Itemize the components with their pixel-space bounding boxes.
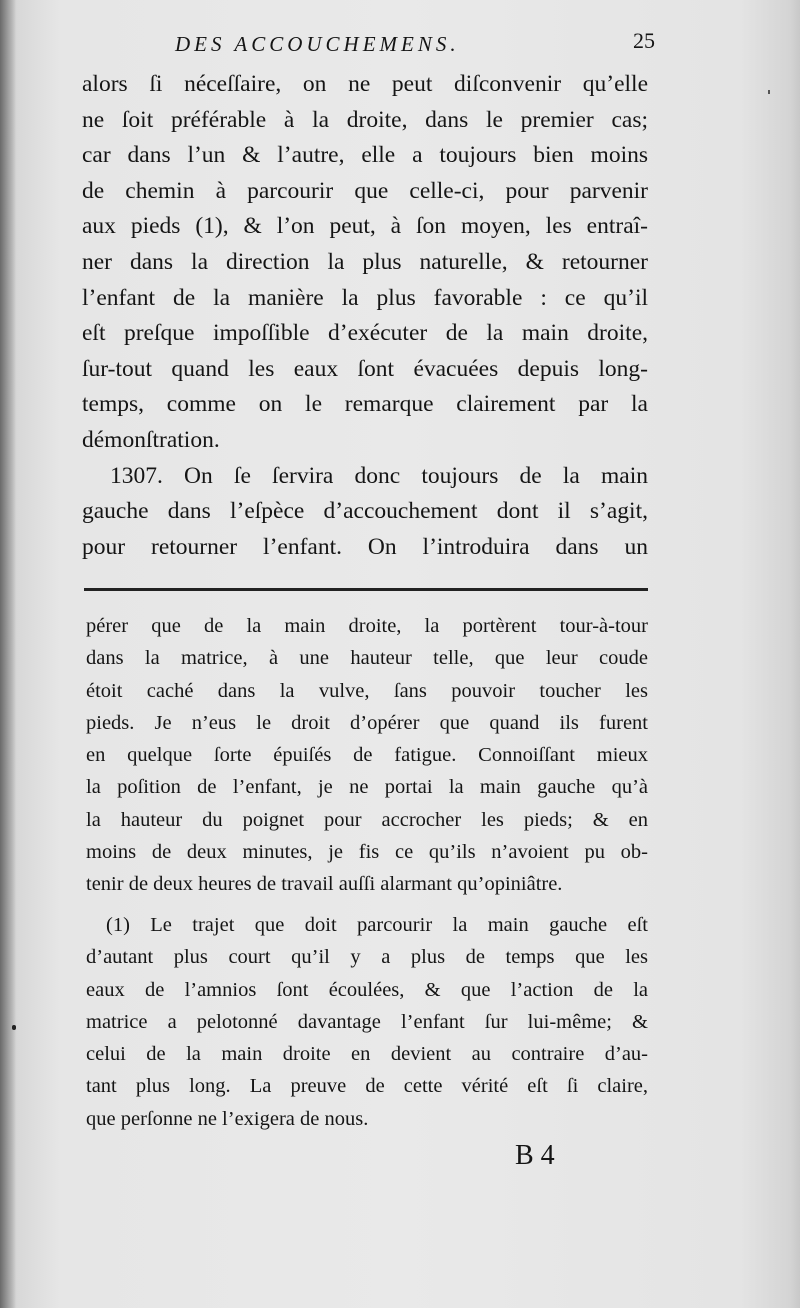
footnote bbox=[86, 909, 648, 1135]
note-line: pérer que de la main droite, la portèrent tour-à-tour bbox=[86, 615, 648, 637]
margin-dot bbox=[12, 1025, 16, 1030]
text-line: gauche dans l’eſpèce d’accouchement dont il s’agit, bbox=[82, 498, 648, 525]
footnote-line: (1) Le trajet que doit parcourir la main gauche eſt bbox=[106, 914, 648, 936]
text-line: démonſtration. bbox=[82, 426, 220, 453]
note-line: moins de deux minutes, je fis ce qu’ils n’avoient pu ob- bbox=[86, 841, 648, 864]
running-header bbox=[175, 28, 655, 58]
text-line: eſt preſque impoſſible d’exécuter de la main droite, bbox=[82, 320, 648, 347]
text-line: ſur-tout quand les eaux ſont évacuées depuis long- bbox=[82, 355, 648, 382]
footnote-line: eaux de l’amnios ſont écoulées, & que l’action de la bbox=[86, 978, 648, 1001]
main-text bbox=[82, 67, 648, 565]
footnote-line: celui de la main droite en devient au contraire d’au- bbox=[86, 1043, 648, 1066]
margin-speck bbox=[768, 90, 770, 94]
text-line: l’enfant de la manière la plus favorable : ce qu’il bbox=[82, 284, 648, 311]
text-line: car dans l’un & l’autre, elle a toujours bien moins bbox=[82, 142, 648, 169]
text-line: alors ſi néceſſaire, on ne peut diſconvenir qu’elle bbox=[82, 71, 648, 97]
footnote-line: matrice a pelotonné davantage l’enfant ſur lui-même; & bbox=[86, 1010, 648, 1033]
note-line: tenir de deux heures de travail auſſi alarmant qu’opiniâtre. bbox=[86, 873, 563, 896]
text-line: pour retourner l’enfant. On l’introduira dans un bbox=[82, 533, 648, 560]
footnote-line: que perſonne ne l’exigera de nous. bbox=[86, 1107, 369, 1130]
text-line: ner dans la direction la plus naturelle, & retourner bbox=[82, 248, 648, 275]
signature-mark: B 4 bbox=[515, 1140, 555, 1171]
note-line: la poſition de l’enfant, je ne portai la main gauche qu’à bbox=[86, 776, 648, 799]
note-line: la hauteur du poignet pour accrocher les pieds; & en bbox=[86, 808, 648, 831]
note-line: pieds. Je n’eus le droit d’opérer que quand ils furent bbox=[86, 711, 648, 734]
footnote-rule bbox=[84, 588, 648, 591]
text-line: 1307. On ſe ſervira donc toujours de la main bbox=[110, 462, 648, 489]
page-gutter-shadow bbox=[0, 0, 16, 1308]
text-line: ne ſoit préférable à la droite, dans le premier cas; bbox=[82, 106, 648, 133]
note-line: étoit caché dans la vulve, ſans pouvoir toucher les bbox=[86, 679, 648, 702]
footnote-line: tant plus long. La preuve de cette vérité eſt ſi claire, bbox=[86, 1075, 648, 1098]
page-number: 25 bbox=[633, 28, 655, 53]
text-line: de chemin à parcourir que celle-ci, pour parvenir bbox=[82, 177, 648, 204]
text-line: aux pieds (1), & l’on peut, à ſon moyen, les entraî- bbox=[82, 213, 648, 240]
running-title: DES ACCOUCHEMENS. bbox=[175, 32, 460, 56]
note-line: dans la matrice, à une hauteur telle, que leur coude bbox=[86, 647, 648, 670]
footnote-continuation bbox=[86, 610, 648, 901]
footnote-line: d’autant plus court qu’il y a plus de temps que les bbox=[86, 946, 648, 969]
note-line: en quelque ſorte épuiſés de fatigue. Connoiſſant mieux bbox=[86, 744, 648, 767]
text-line: temps, comme on le remarque clairement par la bbox=[82, 391, 648, 418]
